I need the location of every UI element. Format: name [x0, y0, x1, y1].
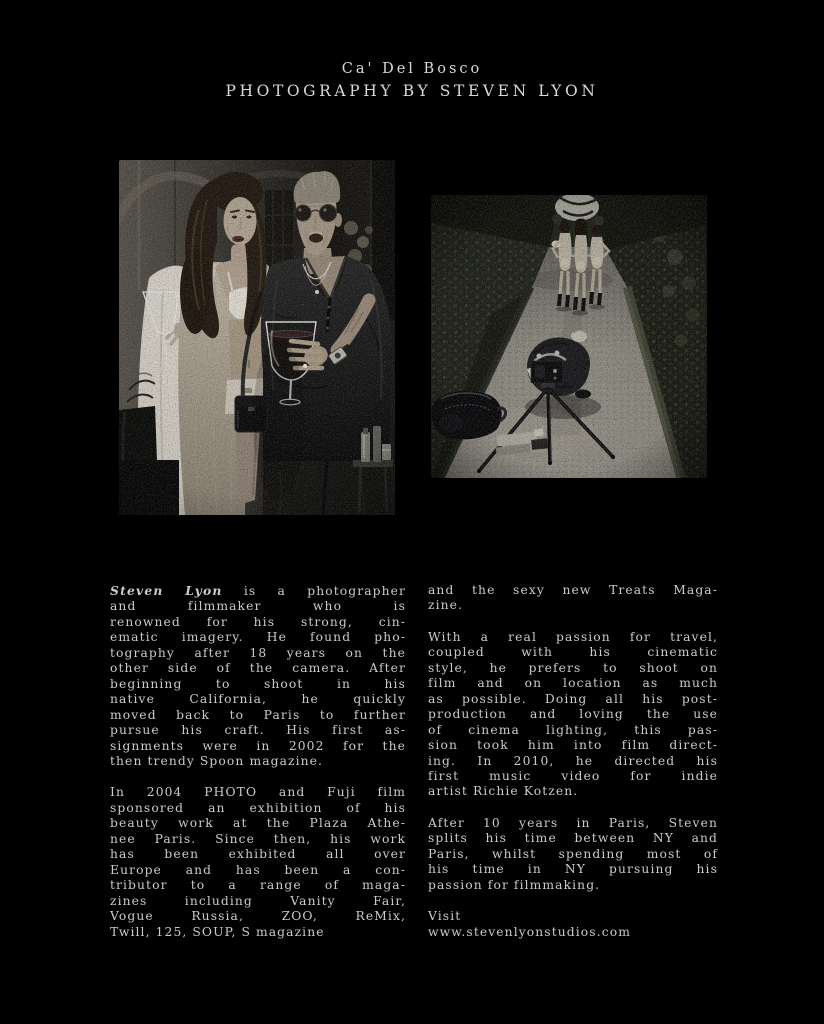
text-line: production and loving the use — [428, 707, 718, 722]
text-line: Paris, whilst spending most of — [428, 846, 718, 861]
photo-couple-wine-illustration — [119, 160, 395, 515]
text-line: sponsored an exhibition of his — [110, 800, 406, 815]
photo-models-path-illustration — [431, 195, 707, 478]
text-line: nee Paris. Since then, his work — [110, 831, 406, 846]
text-line: of cinema lighting, this pas- — [428, 722, 718, 737]
text-column-left — [110, 583, 406, 956]
text-line: With a real passion for travel, — [428, 629, 718, 644]
text-line: beginning to shoot in his — [110, 676, 406, 691]
text-line: splits his time between NY and — [428, 831, 718, 846]
paragraph — [428, 583, 718, 614]
text-line: After 10 years in Paris, Steven — [428, 815, 718, 830]
paragraph — [428, 630, 718, 800]
text-line: zines including Vanity Fair, — [110, 893, 406, 908]
text-line: has been exhibited all over — [110, 847, 406, 862]
paragraph — [110, 583, 406, 769]
text-line: passion for filmmaking. — [428, 877, 601, 892]
text-line: Twill, 125, SOUP, S magazine — [110, 924, 325, 939]
text-column-right — [428, 583, 718, 956]
text-line: artist Richie Kotzen. — [428, 784, 579, 799]
text-line: signments were in 2002 for the — [110, 738, 406, 753]
text-line: coupled with his cinematic — [428, 645, 718, 660]
text-line: Vogue Russia, ZOO, ReMix, — [110, 909, 406, 924]
paragraph — [110, 785, 406, 940]
text-line: beauty work at the Plaza Athe- — [110, 816, 406, 831]
text-line: tography after 18 years on the — [110, 645, 406, 660]
text-line: pursue his craft. His first as- — [110, 723, 406, 738]
text-line: ematic imagery. He found pho- — [110, 630, 406, 645]
text-line: Steven Lyon is a photographer — [110, 583, 407, 598]
text-line: as possible. Doing all his post- — [428, 691, 718, 706]
text-line: sion took him into film direct- — [428, 738, 718, 753]
text-line: Europe and has been a con- — [110, 862, 406, 877]
text-line: and filmmaker who is — [110, 599, 406, 614]
text-line: and the sexy new Treats Maga- — [428, 583, 718, 597]
text-line: style, he prefers to shoot on — [428, 660, 718, 675]
text-line: tributor to a range of maga- — [110, 878, 406, 893]
text-line: In 2004 PHOTO and Fuji film — [110, 785, 406, 800]
text-line: www.stevenlyonstudios.com — [428, 924, 631, 939]
photo-models-path — [431, 195, 707, 478]
page-subtitle: PHOTOGRAPHY BY STEVEN LYON — [225, 82, 599, 100]
text-line: renowned for his strong, cin- — [110, 614, 406, 629]
text-line: film and on location as much — [428, 676, 718, 691]
text-line: Visit — [428, 909, 462, 924]
paragraph — [428, 816, 718, 893]
author-name: Steven Lyon — [110, 583, 223, 598]
paragraph — [428, 909, 718, 940]
text-line: native California, he quickly — [110, 692, 406, 707]
text-line: other side of the camera. After — [110, 661, 406, 676]
text-line: moved back to Paris to further — [110, 707, 406, 722]
text-line: ing. In 2010, he directed his — [428, 753, 718, 768]
text-line: then trendy Spoon magazine. — [110, 753, 324, 768]
text-line: first music video for indie — [428, 768, 718, 783]
text-line: zine. — [428, 598, 464, 613]
photo-couple-wine — [119, 160, 395, 515]
page-header — [0, 61, 824, 100]
text-line: his time in NY pursuing his — [428, 862, 718, 877]
page-title: Ca' Del Bosco — [341, 61, 483, 77]
